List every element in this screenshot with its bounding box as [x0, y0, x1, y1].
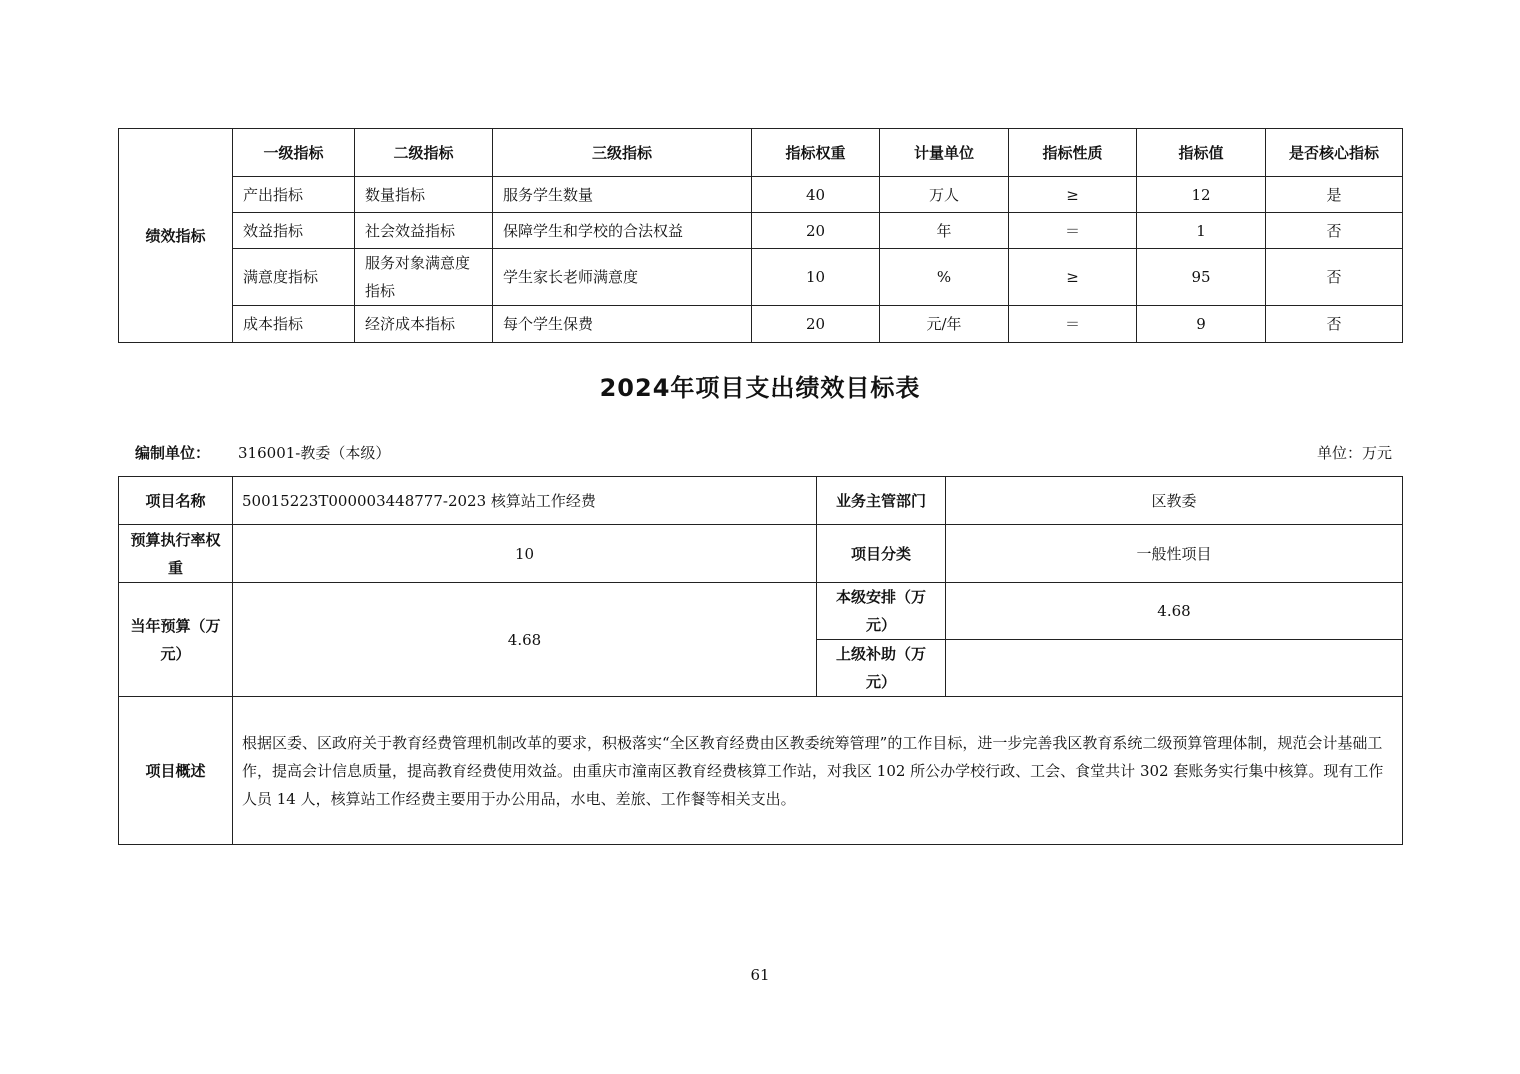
exec-value: 10 — [233, 525, 817, 583]
header-level3: 三级指标 — [493, 129, 752, 177]
cell-nature: ＝ — [1009, 306, 1137, 343]
upper-label: 上级补助（万元） — [817, 640, 946, 697]
cell-level2: 经济成本指标 — [355, 306, 493, 343]
cell-level2: 服务对象满意度指标 — [355, 249, 493, 306]
local-value: 4.68 — [946, 583, 1403, 640]
cell-weight: 10 — [752, 249, 880, 306]
cell-value: 95 — [1137, 249, 1266, 306]
page-title: 2024年项目支出绩效目标表 — [599, 374, 921, 402]
cell-weight: 20 — [752, 213, 880, 249]
header-unit: 计量单位 — [880, 129, 1009, 177]
cell-core: 否 — [1266, 249, 1403, 306]
class-label: 项目分类 — [817, 525, 946, 583]
summary-label: 项目概述 — [119, 697, 233, 845]
cell-value: 1 — [1137, 213, 1266, 249]
cell-level3: 学生家长老师满意度 — [493, 249, 752, 306]
perf-row-label: 绩效指标 — [119, 129, 233, 343]
local-label: 本级安排（万元） — [817, 583, 946, 640]
cell-nature: ≥ — [1009, 249, 1137, 306]
cell-weight: 20 — [752, 306, 880, 343]
cell-level1: 产出指标 — [233, 177, 355, 213]
cell-unit: 万人 — [880, 177, 1009, 213]
cell-level2: 社会效益指标 — [355, 213, 493, 249]
header-level2: 二级指标 — [355, 129, 493, 177]
summary-row — [119, 697, 1403, 845]
table-row — [119, 249, 1403, 306]
page-number: 61 — [750, 966, 770, 984]
exec-row — [119, 525, 1403, 583]
dept-value: 区教委 — [946, 477, 1403, 525]
cell-level3: 服务学生数量 — [493, 177, 752, 213]
cell-level1: 效益指标 — [233, 213, 355, 249]
table-row — [119, 213, 1403, 249]
perf-header-row — [119, 129, 1403, 177]
cell-level1: 成本指标 — [233, 306, 355, 343]
cell-nature: ≥ — [1009, 177, 1137, 213]
cell-core: 否 — [1266, 306, 1403, 343]
unit-text: 单位：万元 — [1316, 444, 1392, 462]
cell-core: 否 — [1266, 213, 1403, 249]
performance-indicator-table — [118, 128, 1403, 343]
org-info — [135, 442, 390, 463]
budget-label: 当年预算（万元） — [119, 583, 233, 697]
cell-unit: 年 — [880, 213, 1009, 249]
header-weight: 指标权重 — [752, 129, 880, 177]
cell-level2: 数量指标 — [355, 177, 493, 213]
header-value: 指标值 — [1137, 129, 1266, 177]
cell-core: 是 — [1266, 177, 1403, 213]
cell-level3: 保障学生和学校的合法权益 — [493, 213, 752, 249]
org-label: 编制单位： — [135, 444, 211, 462]
project-name-value: 50015223T000003448777-2023 核算站工作经费 — [233, 477, 817, 525]
cell-level1: 满意度指标 — [233, 249, 355, 306]
header-nature: 指标性质 — [1009, 129, 1137, 177]
upper-value — [946, 640, 1403, 697]
cell-nature: ＝ — [1009, 213, 1137, 249]
cell-unit: 元/年 — [880, 306, 1009, 343]
cell-level3: 每个学生保费 — [493, 306, 752, 343]
project-name-label: 项目名称 — [119, 477, 233, 525]
project-name-row — [119, 477, 1403, 525]
cell-value: 9 — [1137, 306, 1266, 343]
project-table — [118, 476, 1403, 845]
exec-label: 预算执行率权重 — [119, 525, 233, 583]
meta-row — [135, 442, 1392, 464]
table-row — [119, 177, 1403, 213]
class-value: 一般性项目 — [946, 525, 1403, 583]
header-level1: 一级指标 — [233, 129, 355, 177]
summary-text: 根据区委、区政府关于教育经费管理机制改革的要求，积极落实“全区教育经费由区教委统筹管理”的工作目标，进一步完善我区教育系统二级预算管理体制，规范会计基础工作，提高会计信息质量，提高教育经费使用效益。由重庆市潼南区教育经费核算工作站，对我区 102 所公办学校行政、工会、食堂共计 302 套账务实行集中核算。现有工作人员 14 人，核算站工作经费主要用于办公用品，水电、差旅、工作餐等相关支出。 — [233, 697, 1403, 845]
header-core: 是否核心指标 — [1266, 129, 1403, 177]
budget-value: 4.68 — [233, 583, 817, 697]
table-row — [119, 306, 1403, 343]
cell-value: 12 — [1137, 177, 1266, 213]
org-value: 316001-教委（本级） — [238, 444, 391, 462]
cell-weight: 40 — [752, 177, 880, 213]
dept-label: 业务主管部门 — [817, 477, 946, 525]
budget-row — [119, 583, 1403, 640]
cell-unit: % — [880, 249, 1009, 306]
